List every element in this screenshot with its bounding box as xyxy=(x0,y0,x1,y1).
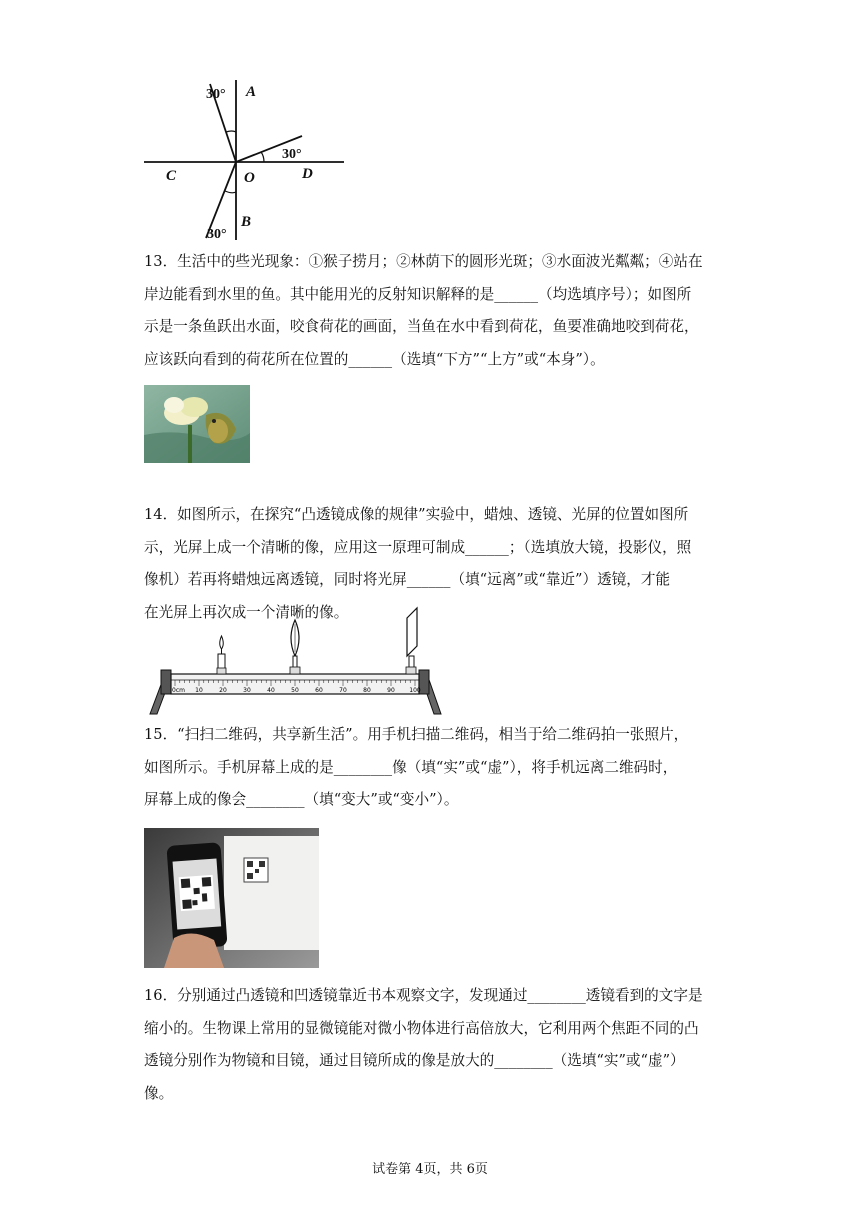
ruler-tick-label: 100 xyxy=(409,687,421,694)
fish-lotus-photo xyxy=(144,385,250,463)
question-14-line: 示，光屏上成一个清晰的像，应用这一原理可制成______；（选填放大镜，投影仪，照 xyxy=(144,538,692,556)
question-13-line: 示是一条鱼跃出水面，咬食荷花的画面，当鱼在水中看到荷花，鱼要准确地咬到荷花， xyxy=(144,318,699,335)
question-13-line: 应该跃向看到的荷花所在位置的______（选填“下方”“上方”或“本身”）。 xyxy=(144,350,605,368)
angle-arc-a xyxy=(226,131,236,132)
question-15 xyxy=(144,719,718,817)
point-label-c: C xyxy=(166,168,177,184)
question-15-line: 15．“扫扫二维码，共享新生活”。用手机扫描二维码，相当于给二维码拍一张照片， xyxy=(144,726,689,743)
question-13-line: 13．生活中的些光现象：①猴子捞月；②林荫下的圆形光斑；③水面波光粼粼；④站在 xyxy=(144,253,703,270)
ruler-tick-label: 40 xyxy=(267,687,275,694)
ruler-tick-label: 50 xyxy=(291,687,299,694)
angle-label-b: 30° xyxy=(207,227,227,242)
question-16 xyxy=(144,980,718,1110)
ruler-tick-label: 80 xyxy=(363,687,371,694)
ruler-tick-label: 70 xyxy=(339,687,347,694)
ruler-tick-label: 10 xyxy=(195,687,203,694)
angle-arc-b xyxy=(225,191,236,193)
question-16-line: 缩小的。生物课上常用的显微镜能对微小物体进行高倍放大，它利用两个焦距不同的凸 xyxy=(144,1019,699,1037)
angle-label-d: 30° xyxy=(282,147,302,162)
question-16-line: 透镜分别作为物镜和目镜，通过目镜所成的像是放大的________（选填“实”或“虚”） xyxy=(144,1052,685,1069)
point-label-o: O xyxy=(244,170,255,186)
question-15-line: 如图所示。手机屏幕上成的是________像（填“实”或“虚”），将手机远离二维码时， xyxy=(144,758,678,776)
point-label-b: B xyxy=(241,214,252,230)
page-footer: 试卷第 4页，共 6页 xyxy=(372,1162,488,1177)
angle-arc-d xyxy=(261,152,264,162)
question-14-line: 14．如图所示，在探究“凸透镜成像的规律”实验中，蜡烛、透镜、光屏的位置如图所 xyxy=(144,506,689,523)
optical-bench-diagram xyxy=(145,604,445,716)
convex-lens xyxy=(290,620,300,674)
candle xyxy=(217,636,226,674)
ruler-tick-label: 60 xyxy=(315,687,323,694)
point-label-d: D xyxy=(302,166,313,182)
reflection-refraction-diagram xyxy=(140,76,350,244)
phone-qr-photo xyxy=(144,828,319,968)
ruler-unit-label: 0cm xyxy=(172,687,185,694)
question-15-line: 屏幕上成的像会________（填“变大”或“变小”）。 xyxy=(144,791,459,808)
light-screen xyxy=(406,608,417,674)
question-14-line: 在光屏上再次成一个清晰的像。 xyxy=(144,603,349,621)
question-13 xyxy=(144,246,718,376)
ruler-tick-label: 90 xyxy=(387,687,395,694)
point-label-a: A xyxy=(246,84,257,100)
question-16-line: 像。 xyxy=(144,1084,174,1102)
question-13-line: 岸边能看到水里的鱼。其中能用光的反射知识解释的是______（均选填序号）；如图所 xyxy=(144,285,692,303)
question-14-line: 像机）若再将蜡烛远离透镜，同时将光屏______（填“远离”或“靠近”）透镜，才能 xyxy=(144,571,671,588)
angle-label-a: 30° xyxy=(206,87,226,102)
question-16-line: 16．分别通过凸透镜和凹透镜靠近书本观察文字，发现通过________透镜看到的文字是 xyxy=(144,987,703,1004)
ruler-tick-label: 20 xyxy=(219,687,227,694)
ruler-tick-label: 30 xyxy=(243,687,251,694)
